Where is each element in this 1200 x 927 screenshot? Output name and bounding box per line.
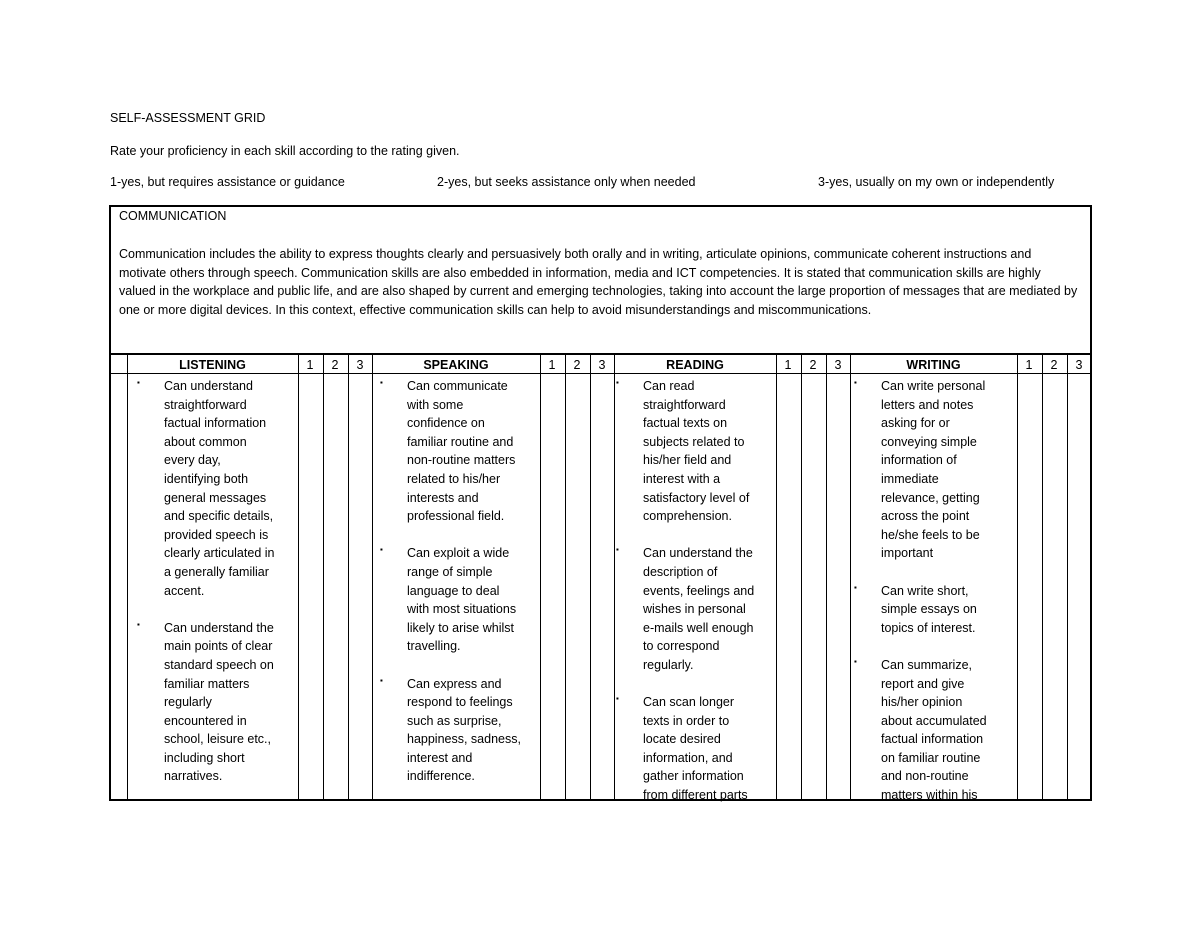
column-divider [776,355,777,799]
column-divider [801,355,802,799]
column-divider [127,355,128,799]
bullet-icon: ▪ [616,694,619,704]
self-assessment-table [109,205,1092,801]
speaking-item-2: Can exploit a wide range of simple language to deal with most situations likely to arise whilst travelling. [407,546,517,654]
speaking-items [380,377,521,805]
communication-title: COMMUNICATION [119,209,227,223]
listening-item-2: Can understand the main points of clear standard speech on familiar matters regularly encountered in school, leisure etc., including short narratives. [164,620,274,784]
list-item [137,377,275,600]
column-divider [1042,355,1043,799]
column-divider [590,355,591,799]
writing-item-3: Can summarize, report and give his/her opinion about accumulated factual information on familiar routine and non-routine matters within his [881,657,987,803]
listening-rating-1: 1 [306,358,314,372]
speaking-item-3: Can express and respond to feelings such as surprise, happiness, sadness, interest and indifference. [407,676,521,784]
list-item [616,377,754,526]
speaking-rating-2: 2 [573,358,581,372]
list-item [616,693,754,805]
bullet-icon: ▪ [380,545,383,555]
bullet-icon: ▪ [854,656,857,666]
list-item [616,544,755,674]
writing-item-1: Can write personal letters and notes asking for or conveying simple information of immediate relevance, getting across the point he/she feels to be important [881,379,986,561]
bullet-icon: ▪ [616,378,619,387]
list-item [380,675,521,787]
column-divider [298,355,299,799]
bullet-icon: ▪ [380,378,383,387]
communication-description: Communication includes the ability to express thoughts clearly and persuasively both orally and in writing, articulate opinions, communicate coherent instructions and motivate others through speech. Communication skills are also embedded in information, media and ICT competencies. It is stated that communication skills are highly valued in the workplace and public life, and are also shaped by current and emerging technologies, taking into account the large proportion of messages that are mediated by one or more digital devices. In this context, effective communication skills can help to avoid misunderstandings and miscommunications. [119,247,1078,317]
column-divider [565,355,566,799]
column-divider [1067,355,1068,799]
page-title: SELF-ASSESSMENT GRID [110,111,266,125]
speaking-rating-3: 3 [598,358,606,372]
listening-rating-3: 3 [356,358,364,372]
writing-items [854,377,987,823]
column-divider [1017,355,1018,799]
writing-rating-2: 2 [1050,358,1058,372]
reading-item-1: Can read straightforward factual texts on subjects related to his/her field and interest with a satisfactory level of comprehension. [643,379,750,524]
list-item [854,377,987,563]
speaking-item-1: Can communicate with some confidence on familiar routine and non-routine matters related to his/her interests and professional field. [407,379,516,524]
rating-legend-2: 2-yes, but seeks assistance only when needed [437,175,696,189]
column-divider [614,355,615,799]
reading-item-3: Can scan longer texts in order to locate desired information, and gather information from different parts [643,695,748,803]
bullet-icon: ▪ [616,545,619,555]
writing-rating-3: 3 [1075,358,1083,372]
header-writing: WRITING [906,358,961,372]
rating-legend-1: 1-yes, but requires assistance or guidance [110,175,345,189]
column-divider [540,355,541,799]
writing-rating-1: 1 [1025,358,1033,372]
header-listening: LISTENING [179,358,246,372]
writing-item-2: Can write short, simple essays on topics of interest. [881,583,977,635]
column-divider [348,355,349,799]
reading-rating-3: 3 [834,358,842,372]
instruction-text: Rate your proficiency in each skill according to the rating given. [110,144,460,158]
speaking-rating-1: 1 [548,358,556,372]
listening-item-1: Can understand straightforward factual information about common every day, identifying both general messages and specific details, provided speech is clearly articulated in a generally familiar accent. [164,379,275,598]
column-divider [323,355,324,799]
list-item [854,582,987,638]
listening-rating-2: 2 [331,358,339,372]
reading-rating-2: 2 [809,358,817,372]
bullet-icon: ▪ [380,675,383,685]
list-item [854,656,987,805]
listening-items [137,377,275,805]
bullet-icon: ▪ [137,619,140,629]
reading-items [616,377,755,823]
communication-section [111,207,1090,355]
list-item [380,544,521,656]
header-reading: READING [666,358,724,372]
reading-item-2: Can understand the description of events, feelings and wishes in personal e-mails well enough to correspond regularly. [643,546,755,672]
bullet-icon: ▪ [854,582,857,592]
column-divider [850,355,851,799]
column-divider [372,355,373,799]
bullet-icon: ▪ [854,378,857,387]
column-divider [826,355,827,799]
list-item [137,619,274,786]
reading-rating-1: 1 [784,358,792,372]
list-item [380,377,521,526]
rating-legend-3: 3-yes, usually on my own or independently [818,175,1055,189]
header-speaking: SPEAKING [423,358,489,372]
bullet-icon: ▪ [137,378,140,387]
header-row-divider [111,373,1090,374]
